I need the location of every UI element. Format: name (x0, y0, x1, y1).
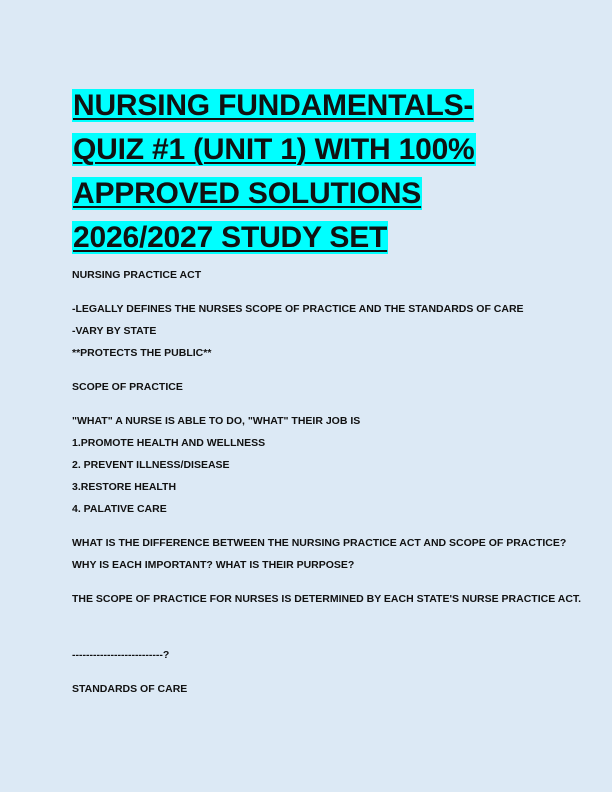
definition-line: 1.PROMOTE HEALTH AND WELLNESS (72, 437, 266, 449)
definition-line: 3.RESTORE HEALTH (72, 481, 177, 493)
document-page (72, 84, 582, 700)
definition-line: -VARY BY STATE (72, 325, 157, 337)
definition-line: **PROTECTS THE PUBLIC** (72, 347, 212, 359)
term-scope-of-practice: SCOPE OF PRACTICE (72, 381, 183, 393)
definition-line: -LEGALLY DEFINES THE NURSES SCOPE OF PRACTICE AND THE STANDARDS OF CARE (72, 303, 524, 315)
term-standards-of-care: STANDARDS OF CARE (72, 683, 188, 695)
answer-text: THE SCOPE OF PRACTICE FOR NURSES IS DETERMINED BY EACH STATE'S NURSE PRACTICE ACT. (72, 593, 582, 605)
question-line: WHAT IS THE DIFFERENCE BETWEEN THE NURSING PRACTICE ACT AND SCOPE OF PRACTICE? (72, 537, 567, 549)
title-line-1: NURSING FUNDAMENTALS- (73, 89, 474, 122)
title-line-4: 2026/2027 STUDY SET (73, 221, 388, 254)
blank-term: --------------------------? (72, 649, 170, 661)
question-line: WHY IS EACH IMPORTANT? WHAT IS THEIR PURPOSE? (72, 559, 355, 571)
title-line-2: QUIZ #1 (UNIT 1) WITH 100% (73, 133, 475, 166)
title-line-3: APPROVED SOLUTIONS (73, 177, 422, 210)
definition-line: 2. PREVENT ILLNESS/DISEASE (72, 459, 230, 471)
document-title (72, 84, 572, 260)
term-nursing-practice-act: NURSING PRACTICE ACT (72, 269, 202, 281)
definition-line: "WHAT" A NURSE IS ABLE TO DO, "WHAT" THEIR JOB IS (72, 415, 361, 427)
definition-line: 4. PALATIVE CARE (72, 503, 167, 515)
